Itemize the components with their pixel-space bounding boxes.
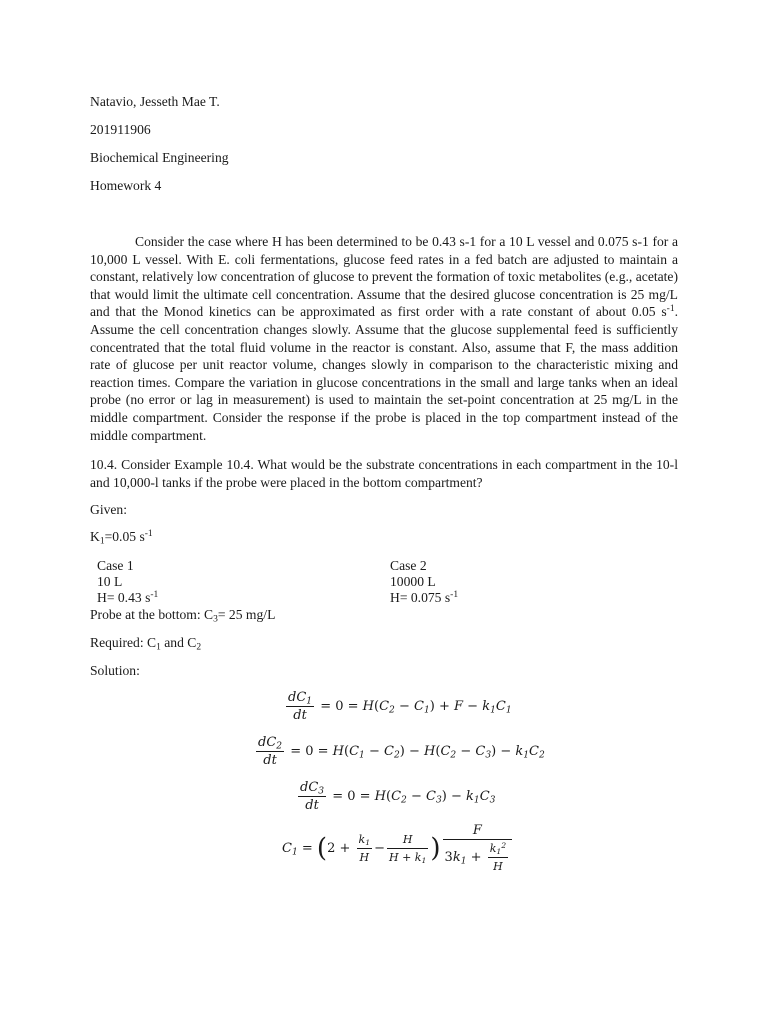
case2-title: Case 2 [390,558,427,573]
equation-2: $\frac{dC_2}{dt}$ = $0 = H(C_1 - C_2) - H(C_2 - C_3) - k_1C_2$ [258,735,545,768]
solution-label: Solution: [90,663,140,678]
required-line: Required: $C_1$ and $C_2$ [90,635,202,653]
equation-1: $\frac{dC_1}{dt}$ = $0 = H(C_2 - C_1) + F - k_1C_1$ [288,690,512,723]
case1-volume: 10 L [97,574,123,589]
problem-paragraph: Consider the case where H has been determined to be 0.43 s-1 for a 10 L vessel and 0.075 s-1 for a 10,000 L vessel. With E. coli fermentations, glucose feed rates in a fed batch are adjusted to maintain a constant, relatively low concentration of glucose to prevent the formation of toxic metabolites (e.g., acetate) that would limit the ultimate cell concentration. Assume that the desired glucose concentration is 25 mg/L and that the Monod kinetics can be approximated as first order with a rate constant of about 0.05 $s^{-1}$. Assume the cell concentration changes slowly. Assume that the glucose supplemental feed is sufficiently concentrated that the total fluid volume in the reactor is constant. Also, assume that F, the mass addition rate of glucose per unit reactor volume, changes slowly in comparison to the characteristic mixing and reaction times. Compare the variation in glucose concentrations in the small and large tanks when an ideal probe (no error or lag in measurement) is used to maintain the set-point concentration at 25 mg/L in the middle compartment. Consider the response if the probe is placed in the top compartment instead of the middle compartment. [90,234,678,443]
equation-4: $C_1 = (2$ + $\frac{k_1}{H}$ − $\frac{H}{H + k_1}$ ) F $3k_1$ + $\frac{k_1^2}{H}$ [282,823,514,874]
student-id: 201911906 [90,122,151,137]
probe-condition: Probe at the bottom: $C_3= 25$ mg/L [90,607,276,625]
case2-volume: 10000 L [390,574,436,589]
assignment-title: Homework 4 [90,178,162,193]
equation-3: $\frac{dC_3}{dt}$ = $0 = H(C_2 - C_3) - k_1C_3$ [300,780,496,813]
question-paragraph: 10.4. Consider Example 10.4. What would be the substrate concentrations in each compartment in the 10-l and 10,000-l tanks if the probe were placed in the bottom compartment? [90,457,678,490]
course-name: Biochemical Engineering [90,150,229,165]
student-name: Natavio, Jesseth Mae T. [90,94,220,109]
given-k1: $K_1=0.05$ $s^{-1}$ [90,528,153,547]
given-label: Given: [90,502,127,517]
case2-h: H= 0.075 $s^{-1}$ [390,589,459,605]
case1-h: H= 0.43 $s^{-1}$ [97,589,159,605]
case1-title: Case 1 [97,558,134,573]
